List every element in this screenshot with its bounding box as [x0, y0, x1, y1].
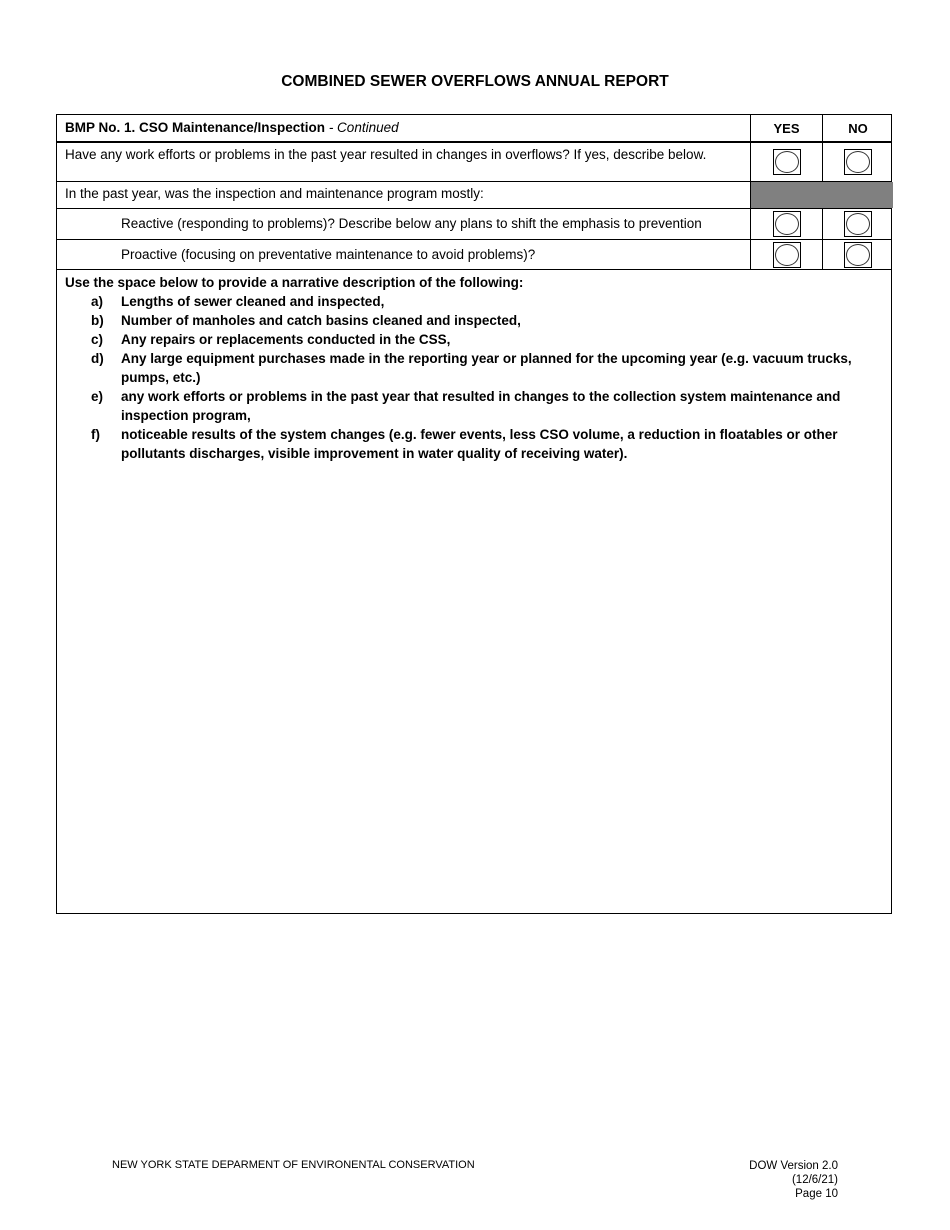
question-text: In the past year, was the inspection and maintenance program mostly: — [57, 182, 751, 208]
proactive-no-radio[interactable] — [844, 242, 872, 268]
table-header-row — [57, 115, 891, 143]
narrative-list — [65, 292, 883, 463]
list-item: d) Any large equipment purchases made in the reporting year or planned for the upcoming year (e.g. vacuum trucks, pumps, etc.) — [91, 351, 852, 385]
list-item: c) Any repairs or replacements conducted in the CSS, — [91, 332, 451, 347]
list-item: f) noticeable results of the system changes (e.g. fewer events, less CSO volume, a reduction in floatables or other pollutants discharges, visible improvement in water quality of receiving water). — [91, 427, 838, 461]
radio-circle-icon — [846, 213, 870, 235]
yes-column-header: YES — [751, 115, 823, 141]
overflow-changes-yes-radio[interactable] — [773, 149, 801, 175]
radio-circle-icon — [775, 151, 799, 173]
bmp-form-table — [56, 114, 892, 914]
reactive-no-radio[interactable] — [844, 211, 872, 237]
question-text: Have any work efforts or problems in the past year resulted in changes in overflows? If yes, describe below. — [57, 143, 751, 181]
section-title-continued: - Continued — [328, 120, 399, 135]
reactive-yes-radio[interactable] — [773, 211, 801, 237]
shaded-cell — [751, 182, 893, 208]
question-row-program-type — [57, 182, 891, 209]
list-item: b) Number of manholes and catch basins cleaned and inspected, — [91, 313, 521, 328]
question-row-reactive — [57, 209, 891, 240]
question-text: Proactive (focusing on preventative maintenance to avoid problems)? — [57, 240, 751, 269]
footer-page-number: Page 10 — [795, 1188, 838, 1200]
narrative-field[interactable] — [57, 270, 891, 466]
radio-circle-icon — [846, 151, 870, 173]
list-item: a) Lengths of sewer cleaned and inspected, — [91, 294, 385, 309]
footer-agency: NEW YORK STATE DEPARMENT OF ENVIRONENTAL CONSERVATION — [112, 1159, 475, 1171]
page-title: COMBINED SEWER OVERFLOWS ANNUAL REPORT — [281, 73, 669, 90]
radio-circle-icon — [846, 244, 870, 266]
list-item: e) any work efforts or problems in the past year that resulted in changes to the collection system maintenance and inspection program, — [91, 389, 841, 423]
radio-circle-icon — [775, 244, 799, 266]
question-row-proactive — [57, 240, 891, 270]
section-title-bold: BMP No. 1. CSO Maintenance/Inspection — [65, 120, 326, 135]
overflow-changes-no-radio[interactable] — [844, 149, 872, 175]
no-column-header: NO — [848, 120, 868, 136]
footer-version-block — [700, 1159, 838, 1201]
proactive-yes-radio[interactable] — [773, 242, 801, 268]
question-row-overflow-changes — [57, 143, 891, 182]
radio-circle-icon — [775, 213, 799, 235]
footer-version: DOW Version 2.0 (12/6/21) — [749, 1160, 838, 1186]
section-title — [57, 115, 751, 141]
narrative-instructions: Use the space below to provide a narrative description of the following: — [65, 275, 524, 290]
question-text: Reactive (responding to problems)? Describe below any plans to shift the emphasis to prevention — [57, 209, 751, 239]
